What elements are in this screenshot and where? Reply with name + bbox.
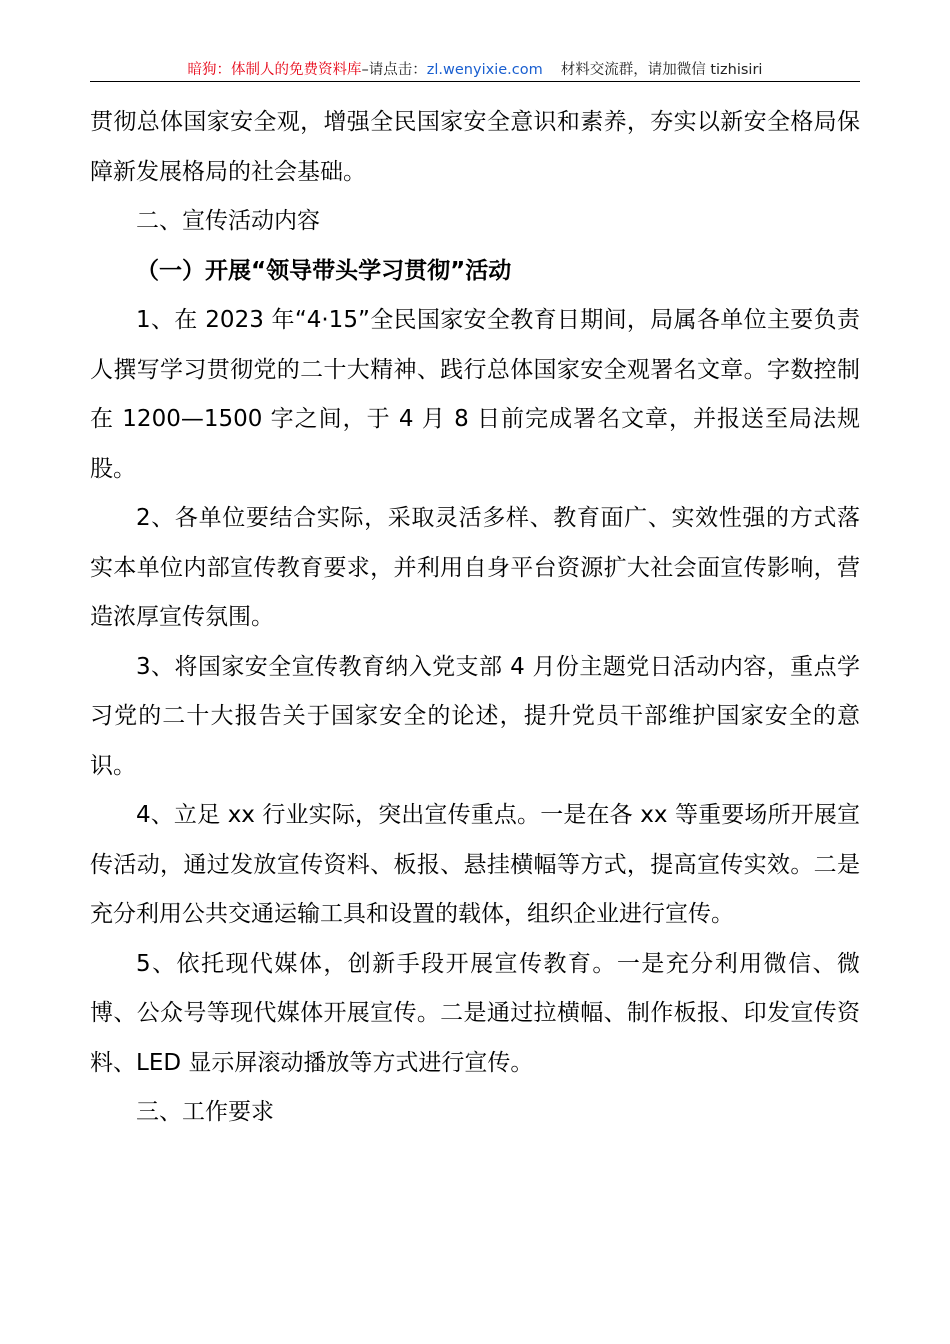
header-prompt: –请点击：: [361, 62, 427, 78]
list-item-4: 4、立足 xx 行业实际，突出宣传重点。一是在各 xx 等重要场所开展宣传活动，通过发放宣传资料、板报、悬挂横幅等方式，提高宣传实效。二是充分利用公共交通运输工具和设置的载体，组织企业进行宣传。: [90, 802, 860, 927]
header-link[interactable]: zl.wenyixie.com: [426, 62, 543, 78]
section-heading-2: 二、宣传活动内容: [136, 208, 320, 234]
subsection-heading-1: （一）开展“领导带头学习贯彻”活动: [136, 257, 512, 284]
paragraph-continuation: 贯彻总体国家安全观，增强全民国家安全意识和素养，夯实以新安全格局保障新发展格局的社会基础。: [90, 109, 860, 185]
document-body: [90, 98, 860, 1138]
list-item-1: 1、在 2023 年“4·15”全民国家安全教育日期间，局属各单位主要负责人撰写学习贯彻党的二十大精神、践行总体国家安全观署名文章。字数控制在 1200—1500 字之间，于 4 月 8 日前完成署名文章，并报送至局法规股。: [90, 307, 860, 482]
list-item-3: 3、将国家安全宣传教育纳入党支部 4 月份主题党日活动内容，重点学习党的二十大报告关于国家安全的论述，提升党员干部维护国家安全的意识。: [90, 653, 860, 779]
header-wechat-note: 材料交流群，请加微信 tizhisiri: [560, 62, 763, 78]
page-header: [90, 58, 860, 82]
section-heading-3: 三、工作要求: [136, 1099, 274, 1125]
header-divider: [90, 81, 860, 82]
list-item-2: 2、各单位要结合实际，采取灵活多样、教育面广、实效性强的方式落实本单位内部宣传教育要求，并利用自身平台资源扩大社会面宣传影响，营造浓厚宣传氛围。: [90, 505, 860, 630]
list-item-5: 5、依托现代媒体，创新手段开展宣传教育。一是充分利用微信、微博、公众号等现代媒体开展宣传。二是通过拉横幅、制作板报、印发宣传资料、LED 显示屏滚动播放等方式进行宣传。: [90, 950, 860, 1076]
header-brand: 暗狗：体制人的免费资料库: [187, 62, 362, 78]
